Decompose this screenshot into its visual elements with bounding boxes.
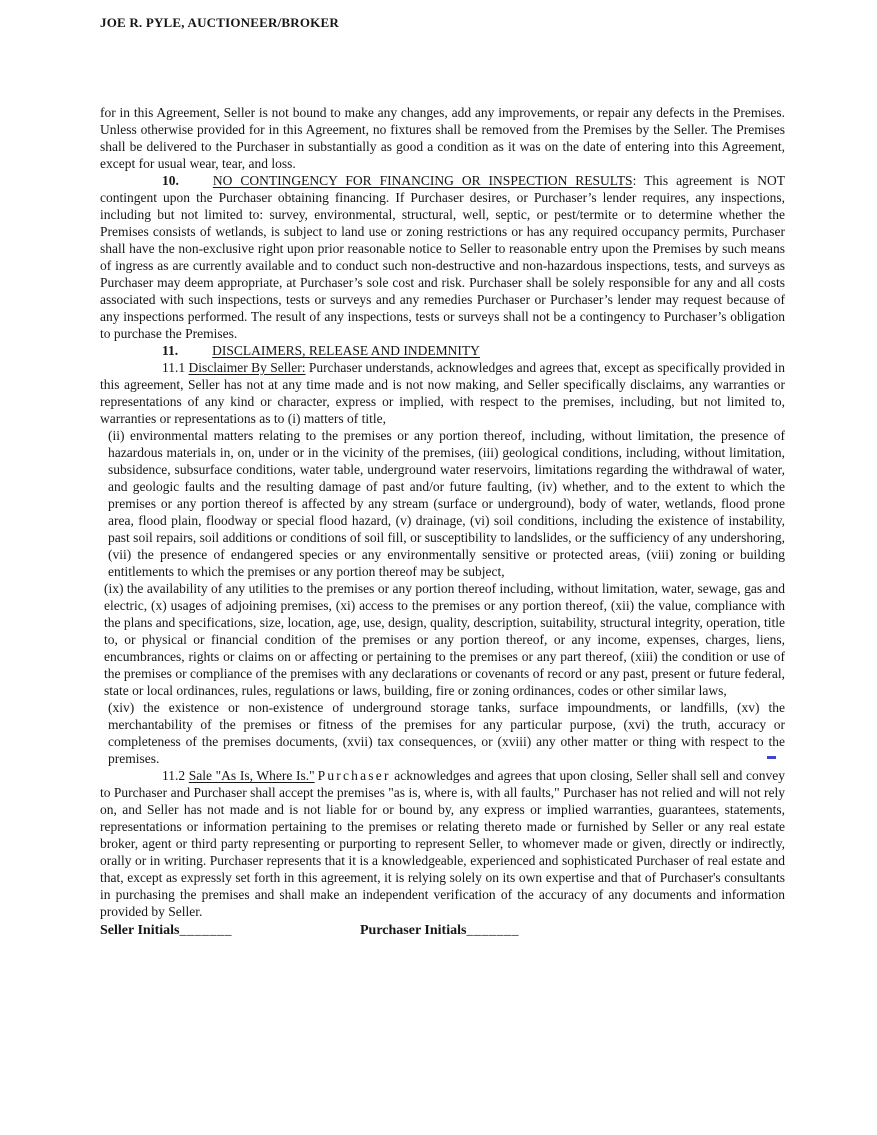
section-11-2-number: 11.2 [162, 768, 189, 783]
seller-initials-blank-line: _______ [179, 923, 232, 938]
section-11-1-paragraph [100, 359, 785, 427]
section-10-paragraph [100, 172, 785, 342]
section-11-heading [100, 342, 785, 359]
document-body [100, 104, 785, 939]
section-11-1-title: Disclaimer By Seller: [188, 360, 306, 375]
section-10-separator: : [632, 173, 645, 188]
section-11-title: DISCLAIMERS, RELEASE AND INDEMNITY [212, 343, 480, 358]
section-11-2-body: acknowledges and agrees that upon closing, Seller shall sell and convey to Purchaser and Purchaser shall accept the premises "as is, where is, with all faults," Purchaser has not relied and will not rely on, and Seller has not made and is not liable for or bound by, any express or implied warranties, guarantees, statements, representations or information pertaining to the premises or relating thereto made or furnished by Seller or any real estate broker, agent or third party representing or purporting to represent Seller, to whomever made or given, directly or indirectly, orally or in writing. Purchaser represents that it is a knowledgeable, experienced and sophisticated Purchaser of real estate and that, except as expressly set forth in this agreement, it is relying solely on its own expertise and that of Purchaser's consultants in purchasing the premises and shall make an independent verification of the accuracy of any documents and information provided by Seller. [100, 768, 786, 919]
section-11-1-block-ix: (ix) the availability of any utilities to the premises or any portion thereof including, without limitation, water, sewage, gas and electric, (x) usages of adjoining premises, (xi) access to the premises or any portion thereof, (xii) the value, compliance with the plans and specifications, size, location, age, use, design, quality, description, suitability, structural integrity, operation, title to, or physical or financial condition of the premises or any portion thereof, or any income, expenses, charges, liens, encumbrances, rights or claims on or affecting or pertaining to the premises or any part thereof, (xiii) the condition or use of the premises or compliance of the premises with any declarations or covenants of record or any past, present or future federal, state or local ordinances, rules, regulations or laws, building, fire or zoning ordinances, codes or other similar laws, [104, 581, 785, 698]
section-11-1-block-xiv: (xiv) the existence or non-existence of underground storage tanks, surface impoundments, or landfills, (xv) the merchantability of the premises or fitness of the premises for any particular purpose, (xvi) the truth, accuracy or completeness of the premises documents, (xvii) tax consequences, or (xviii) any other matter or thing with respect to the premises. [108, 700, 785, 766]
section-11-1-number: 11.1 [162, 360, 189, 375]
purchaser-initials-blank-line: _______ [466, 923, 519, 938]
paragraph-continuation: for in this Agreement, Seller is not bound to make any changes, add any improvements, or repair any defects in the Premises. Unless otherwise provided for in this Agreement, no fixtures shall be removed from the Premises by the Seller. The Premises shall be delivered to the Purchaser in substantially as good a condition as it was on the date of entering into this Agreement, except for usual wear, tear, and loss. [100, 105, 785, 171]
blue-dash-annotation [767, 756, 776, 759]
section-10-number: 10. [162, 173, 179, 188]
seller-initials [100, 922, 360, 939]
initials-row [100, 922, 785, 939]
section-10-body: This agreement is NOT contingent upon the Purchaser obtaining financing. If Purchaser desires, or Purchaser’s lender requires, any inspections, including but not limited to: survey, environmental, structural, well, septic, or pest/termite or to determine whether the Premises consists of wetlands, is subject to land use or zoning restrictions or has any required occupancy permits, Purchaser shall have the non-exclusive right upon prior reasonable notice to Seller to reasonable entry upon the Premises by such means of ingress as are currently available and to conduct such non-destructive and non-hazardous inspections, tests, and surveys as Purchaser may deem appropriate, at Purchaser’s sole cost and risk. Purchaser shall be solely responsible for any and all costs associated with such inspections, tests or surveys and any remedies Purchaser or Purchaser’s lender may request because of any inspections performed. The result of any inspections, tests or surveys shall not be a contingency to Purchaser’s obligation to purchase the Premises. [100, 173, 786, 341]
section-11-2-paragraph [100, 767, 785, 920]
section-11-2-spaced-word: Purchaser [317, 768, 391, 783]
section-11-1-block-ii: (ii) environmental matters relating to the premises or any portion thereof, including, without limitation, the presence of hazardous materials in, on, under or in the vicinity of the premises, (iii) geological conditions, including, without limitation, subsidence, subsurface conditions, water table, underground water reservoirs, limitations regarding the withdrawal of water, and geologic faults and the resulting damage of past and/or future faulting, (iv) whether, and to the extent to which the premises or any portion thereof is affected by any stream (surface or underground), body of water, wetlands, flood prone area, flood plain, floodway or special flood hazard, (v) drainage, (vi) soil conditions, including the existence of instability, past soil repairs, soil additions or conditions of soil fill, or susceptibility to landslides, or the sufficiency of any undershoring, (vii) the presence of endangered species or any environmentally sensitive or protected areas, (viii) zoning or building entitlements to which the premises or any portion thereof may be subject, [108, 428, 785, 579]
purchaser-initials-label: Purchaser Initials [360, 923, 467, 938]
section-11-number: 11. [162, 343, 179, 358]
purchaser-initials [360, 922, 519, 939]
section-11-2-title: Sale "As Is, Where Is." [188, 768, 315, 783]
section-11-1-body: Purchaser understands, acknowledges and agrees that, except as specifically provided in this agreement, Seller has not at any time made and is not now making, and Seller specifically disclaims, any warranties or representations of any kind or character, express or implied, with respect to the premises, including, but not limited to, warranties or representations as to (i) matters of title, [100, 360, 785, 426]
section-10-title: NO CONTINGENCY FOR FINANCING OR INSPECTION RESULTS [212, 173, 633, 188]
document-header-title: JOE R. PYLE, AUCTIONEER/BROKER [100, 15, 339, 30]
seller-initials-label: Seller Initials [100, 923, 180, 938]
